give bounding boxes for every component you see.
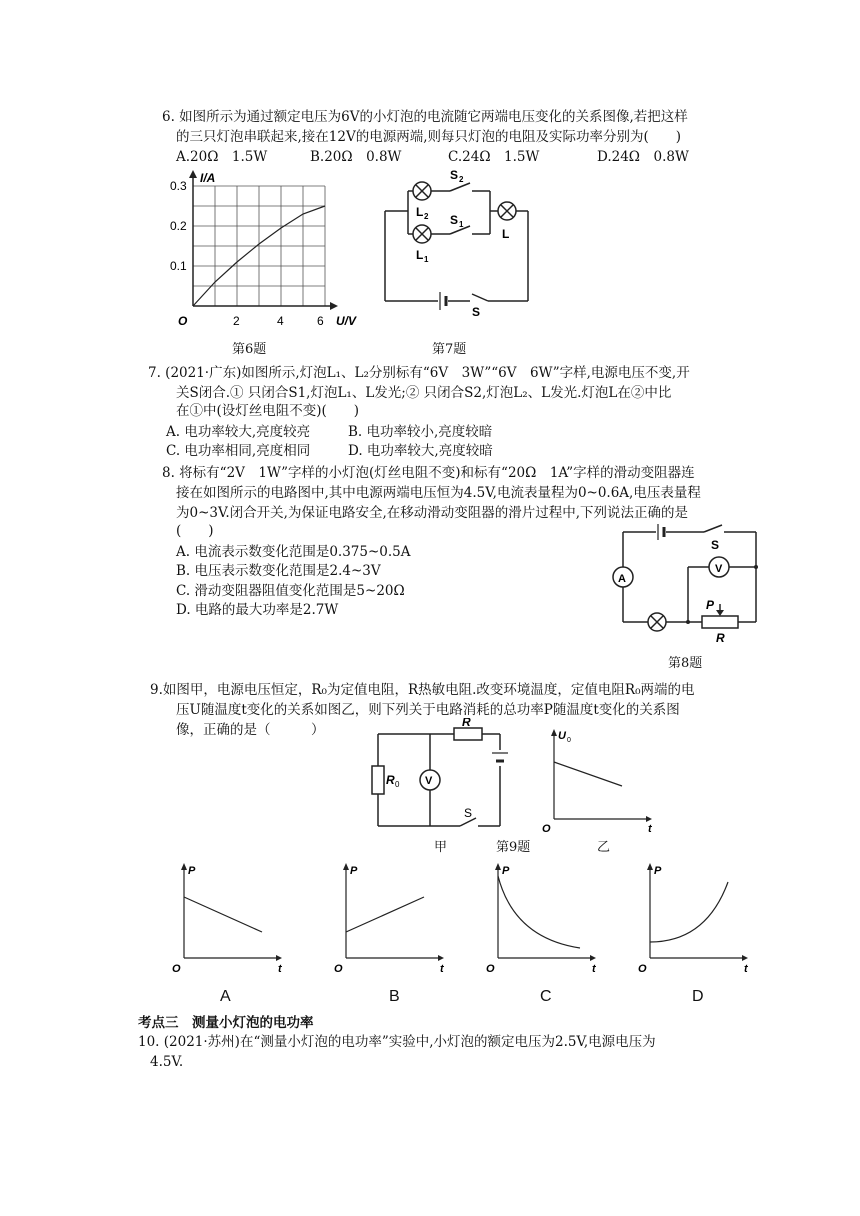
svg-text:O: O bbox=[638, 963, 647, 975]
q8-option-b: B. 电压表示数变化范围是2.4~3V bbox=[176, 563, 381, 579]
svg-text:0: 0 bbox=[395, 780, 400, 789]
q7-caption: 第7题 bbox=[432, 342, 467, 357]
q8-option-d: D. 电路的最大功率是2.7W bbox=[176, 602, 339, 618]
q8-line-3: 为0~3V.闭合开关,为保证电路安全,在移动滑动变阻器的滑片过程中,下列说法正确的是 bbox=[176, 505, 689, 521]
q9-option-graph-d bbox=[636, 858, 756, 978]
x-tick-label: 6 bbox=[317, 314, 324, 328]
q9-option-graph-b bbox=[332, 858, 452, 978]
q9-graph-label-b: B bbox=[389, 988, 400, 1005]
q9-graph-label-c: C bbox=[540, 988, 552, 1005]
svg-text:1: 1 bbox=[424, 255, 429, 264]
x-tick-label: 4 bbox=[277, 314, 284, 328]
q7-option-d: D. 电功率较大,亮度较暗 bbox=[348, 443, 493, 459]
x-axis-arrow bbox=[330, 302, 338, 310]
svg-text:P: P bbox=[350, 865, 358, 877]
q9-graph-label-d: D bbox=[692, 988, 704, 1005]
svg-text:t: t bbox=[440, 963, 444, 975]
q9-circuit-jia bbox=[368, 718, 518, 832]
q9-line-3: 像，正确的是（ ） bbox=[176, 722, 325, 738]
q7-option-b: B. 电功率较小,亮度较暗 bbox=[348, 424, 493, 440]
q8-option-c: C. 滑动变阻器阻值变化范围是5~20Ω bbox=[176, 583, 405, 599]
q8-line-1: 8. 将标有“2V 1W”字样的小灯泡(灯丝电阻不变)和标有“20Ω 1A”字样的滑动变阻器连 bbox=[162, 465, 695, 481]
y-tick-label: 0.1 bbox=[170, 259, 187, 273]
q7-circuit bbox=[380, 166, 540, 322]
section-3-title: 考点三 测量小灯泡的电功率 bbox=[138, 1015, 314, 1031]
origin-label: O bbox=[178, 314, 188, 328]
svg-text:O: O bbox=[486, 963, 495, 975]
q6-option-d: D.24Ω 0.8W bbox=[597, 149, 689, 165]
q6-line-1: 6. 如图所示为通过额定电压为6V的小灯泡的电流随它两端电压变化的关系图像,若把这样 bbox=[162, 109, 688, 125]
svg-text:R: R bbox=[716, 631, 725, 645]
q9-caption: 第9题 bbox=[496, 840, 531, 855]
y-tick-label: 0.3 bbox=[170, 179, 187, 193]
q7-line-1: 7. (2021·广东)如图所示,灯泡L₁、L₂分别标有“6V 3W”“6V 6W”字样,电源电压不变,开 bbox=[148, 365, 690, 381]
q9-line-1: 9.如图甲，电源电压恒定，R₀为定值电阻，R热敏电阻.改变环境温度，定值电阻R₀两端的电 bbox=[150, 682, 695, 698]
q8-circuit bbox=[606, 522, 766, 648]
q6-caption: 第6题 bbox=[232, 342, 267, 357]
svg-text:P: P bbox=[654, 865, 662, 877]
svg-text:U: U bbox=[558, 730, 566, 742]
svg-text:L: L bbox=[502, 227, 510, 241]
q8-caption: 第8题 bbox=[668, 656, 703, 671]
svg-text:t: t bbox=[744, 963, 748, 975]
svg-text:O: O bbox=[172, 963, 181, 975]
q7-line-2: 关S闭合.① 只闭合S1,灯泡L₁、L发光;② 只闭合S2,灯泡L₂、L发光.灯泡L在②中比 bbox=[176, 385, 672, 401]
svg-text:L: L bbox=[416, 205, 424, 219]
q6-option-c: C.24Ω 1.5W bbox=[448, 149, 540, 165]
svg-text:S: S bbox=[472, 305, 481, 319]
y-tick-label: 0.2 bbox=[170, 219, 187, 233]
q6-line-2: 的三只灯泡串联起来,接在12V的电源两端,则每只灯泡的电阻及实际功率分别为( ) bbox=[176, 129, 682, 145]
q9-option-graph-c bbox=[484, 858, 604, 978]
svg-text:S: S bbox=[450, 213, 459, 227]
q9-graph-yi bbox=[540, 724, 660, 836]
svg-text:V: V bbox=[425, 775, 433, 787]
q8-line-2: 接在如图所示的电路图中,其中电源两端电压恒为4.5V,电流表量程为0~0.6A,电压表量程 bbox=[176, 485, 701, 501]
q6-option-a: A.20Ω 1.5W bbox=[176, 149, 268, 165]
q10-line-1: 10. (2021·苏州)在“测量小灯泡的电功率”实验中,小灯泡的额定电压为2.5V,电源电压为 bbox=[138, 1034, 656, 1050]
svg-text:t: t bbox=[648, 823, 652, 835]
q6-iu-chart bbox=[168, 168, 364, 334]
svg-text:L: L bbox=[416, 248, 424, 262]
svg-text:t: t bbox=[278, 963, 282, 975]
svg-text:O: O bbox=[542, 823, 551, 835]
svg-text:t: t bbox=[592, 963, 596, 975]
svg-text:2: 2 bbox=[459, 175, 464, 184]
q9-caption-jia: 甲 bbox=[434, 840, 448, 855]
svg-text:S: S bbox=[711, 538, 720, 552]
y-axis-arrow bbox=[189, 170, 197, 178]
q7-option-a: A. 电功率较大,亮度较亮 bbox=[166, 424, 311, 440]
svg-text:1: 1 bbox=[459, 220, 464, 229]
svg-text:S: S bbox=[450, 168, 459, 182]
svg-text:A: A bbox=[618, 573, 626, 585]
svg-text:R: R bbox=[386, 773, 395, 787]
q7-line-3: 在①中(设灯丝电阻不变)( ) bbox=[176, 403, 360, 419]
q8-option-a: A. 电流表示数变化范围是0.375~0.5A bbox=[176, 544, 411, 560]
svg-text:S: S bbox=[464, 806, 473, 820]
svg-text:P: P bbox=[188, 865, 196, 877]
svg-text:V: V bbox=[715, 563, 723, 575]
q9-line-2: 压U随温度t变化的关系如图乙，则下列关于电路消耗的总功率P随温度t变化的关系图 bbox=[176, 702, 680, 718]
q8-line-4: ( ) bbox=[176, 523, 214, 539]
x-tick-label: 2 bbox=[233, 314, 240, 328]
q10-line-2: 4.5V. bbox=[150, 1054, 184, 1070]
q7-option-c: C. 电功率相同,亮度相同 bbox=[166, 443, 311, 459]
y-axis-label: I/A bbox=[200, 171, 216, 185]
q9-caption-yi: 乙 bbox=[597, 840, 611, 855]
svg-text:P: P bbox=[706, 598, 715, 612]
x-axis-label: U/V bbox=[336, 314, 357, 328]
svg-text:O: O bbox=[334, 963, 343, 975]
svg-text:2: 2 bbox=[424, 212, 429, 221]
svg-text:P: P bbox=[502, 865, 510, 877]
svg-text:R: R bbox=[462, 718, 471, 729]
q9-graph-label-a: A bbox=[220, 988, 231, 1005]
q6-option-b: B.20Ω 0.8W bbox=[310, 149, 402, 165]
q9-option-graph-a bbox=[170, 858, 290, 978]
svg-text:0: 0 bbox=[567, 737, 571, 744]
